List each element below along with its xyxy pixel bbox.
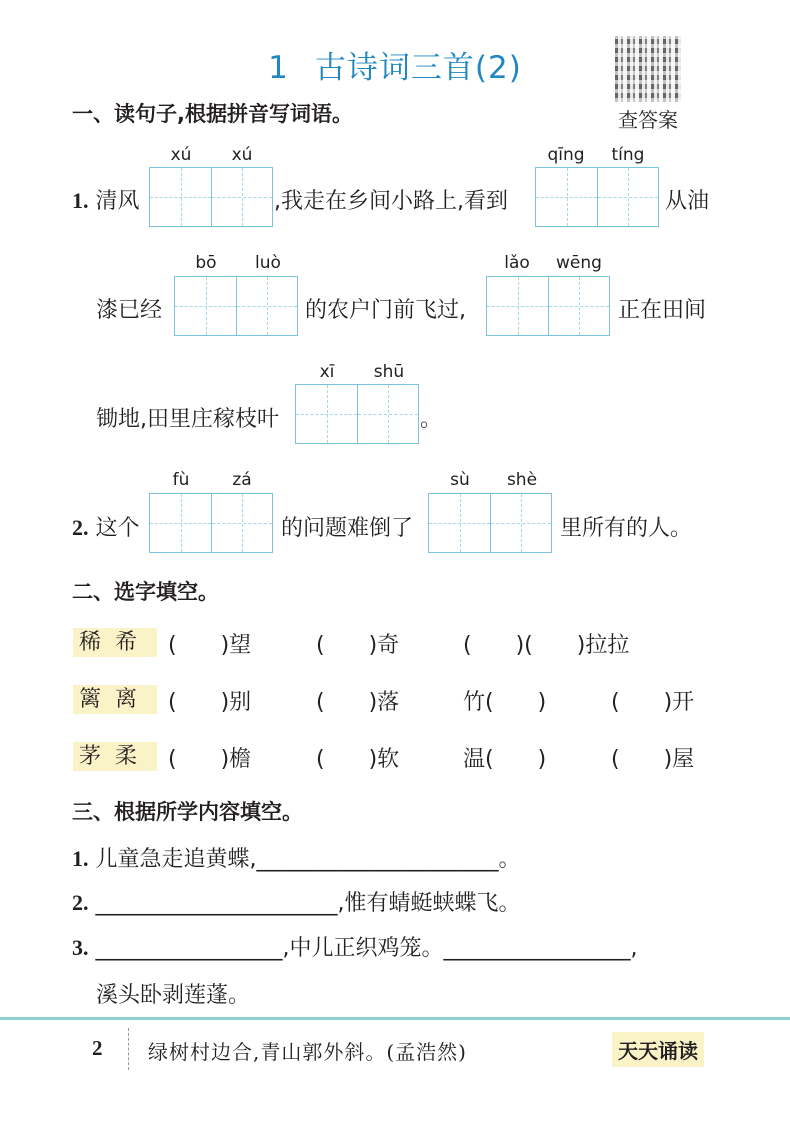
pinyin: sù [450, 470, 470, 490]
q2-number: 2. [72, 515, 89, 540]
pinyin: xī [319, 362, 335, 382]
lesson-title: 古诗词三首(2) [314, 50, 522, 86]
blank-item[interactable]: ( )望 [168, 633, 252, 658]
writing-grid[interactable] [295, 384, 419, 444]
s3-q2-number: 2. [72, 890, 89, 915]
writing-grid[interactable] [149, 493, 273, 553]
q1-text-8: 。 [420, 407, 443, 432]
q1-text-1: 清风 [95, 189, 140, 214]
q2-text-1: 这个 [95, 516, 140, 541]
answer-blank[interactable]: _________________ [443, 936, 631, 961]
choice-chars: 篱离 [73, 682, 157, 713]
q2-start [72, 511, 140, 542]
s3-q3-text1: ,中儿正织鸡笼。 [282, 936, 444, 961]
q1-number: 1. [72, 188, 89, 213]
answer-blank[interactable]: ______________________ [95, 891, 338, 916]
q1-text-3: 从油 [665, 189, 710, 214]
lesson-number: 1 [268, 50, 289, 86]
q1-line1-start [72, 184, 140, 215]
section3-heading: 三、根据所学内容填空。 [72, 800, 303, 824]
page-number: 2 [92, 1036, 103, 1060]
answer-blank[interactable]: _________________ [95, 936, 283, 961]
blank-item[interactable]: ( )屋 [611, 747, 695, 772]
q1-text-4: 漆已经 [96, 298, 163, 323]
pinyin: xú [170, 145, 192, 165]
pinyin: fù [172, 470, 190, 490]
s3-q3 [72, 931, 638, 962]
q1-text-6: 正在田间 [618, 298, 707, 323]
section1-heading: 一、读句子,根据拼音写词语。 [72, 102, 353, 126]
choice-chars: 稀希 [73, 625, 157, 656]
writing-grid[interactable] [486, 276, 610, 336]
choice-chars: 茅柔 [73, 739, 157, 770]
blank-item[interactable]: 温( ) [463, 747, 547, 772]
s3-q3-text2: , [630, 936, 638, 961]
q2-text-2: 的问题难倒了 [281, 516, 414, 541]
blank-item[interactable]: ( )奇 [316, 633, 400, 658]
pinyin: wēng [556, 253, 602, 273]
s3-q1-end: 。 [498, 847, 521, 872]
writing-grid[interactable] [535, 167, 659, 227]
pinyin: luò [255, 253, 281, 273]
blank-item[interactable]: 竹( ) [463, 690, 547, 715]
blank-item[interactable]: ( )( )拉拉 [463, 633, 630, 658]
pinyin: xú [231, 145, 253, 165]
pinyin: tíng [611, 145, 645, 165]
s3-q1-number: 1. [72, 846, 89, 871]
footer-quote: 绿树村边合,青山郭外斜。(孟浩然) [148, 1040, 467, 1064]
q1-text-5: 的农户门前飞过, [305, 298, 466, 323]
pinyin: zá [232, 470, 252, 490]
s3-q1-text: 儿童急走追黄蝶, [95, 847, 257, 872]
qr-code-pattern [615, 36, 681, 102]
writing-grid[interactable] [428, 493, 552, 553]
s3-q3-text3: 溪头卧剥莲蓬。 [96, 983, 251, 1008]
writing-grid[interactable] [149, 167, 273, 227]
pinyin: shū [373, 362, 405, 382]
footer-separator [128, 1028, 129, 1070]
s3-q1 [72, 842, 521, 873]
q1-text-7: 锄地,田里庄稼枝叶 [96, 407, 279, 432]
pinyin: qīng [547, 145, 585, 165]
blank-item[interactable]: ( )开 [611, 690, 695, 715]
blank-item[interactable]: ( )落 [316, 690, 400, 715]
pinyin: lǎo [504, 253, 530, 273]
s3-q2 [72, 886, 521, 917]
qr-caption: 查答案 [618, 108, 678, 132]
answer-blank[interactable]: ______________________ [256, 847, 499, 872]
section2-heading: 二、选字填空。 [72, 580, 219, 604]
q2-text-3: 里所有的人。 [560, 516, 693, 541]
writing-grid[interactable] [174, 276, 298, 336]
blank-item[interactable]: ( )软 [316, 747, 400, 772]
blank-item[interactable]: ( )檐 [168, 747, 252, 772]
footer-divider [0, 1017, 790, 1020]
blank-item[interactable]: ( )别 [168, 690, 252, 715]
pinyin: shè [506, 470, 538, 490]
s3-q3-number: 3. [72, 935, 89, 960]
footer-badge: 天天诵读 [612, 1032, 704, 1067]
s3-q2-text: ,惟有蜻蜓蛱蝶飞。 [337, 891, 521, 916]
pinyin: bō [195, 253, 217, 273]
q1-text-2: ,我走在乡间小路上,看到 [274, 189, 508, 214]
